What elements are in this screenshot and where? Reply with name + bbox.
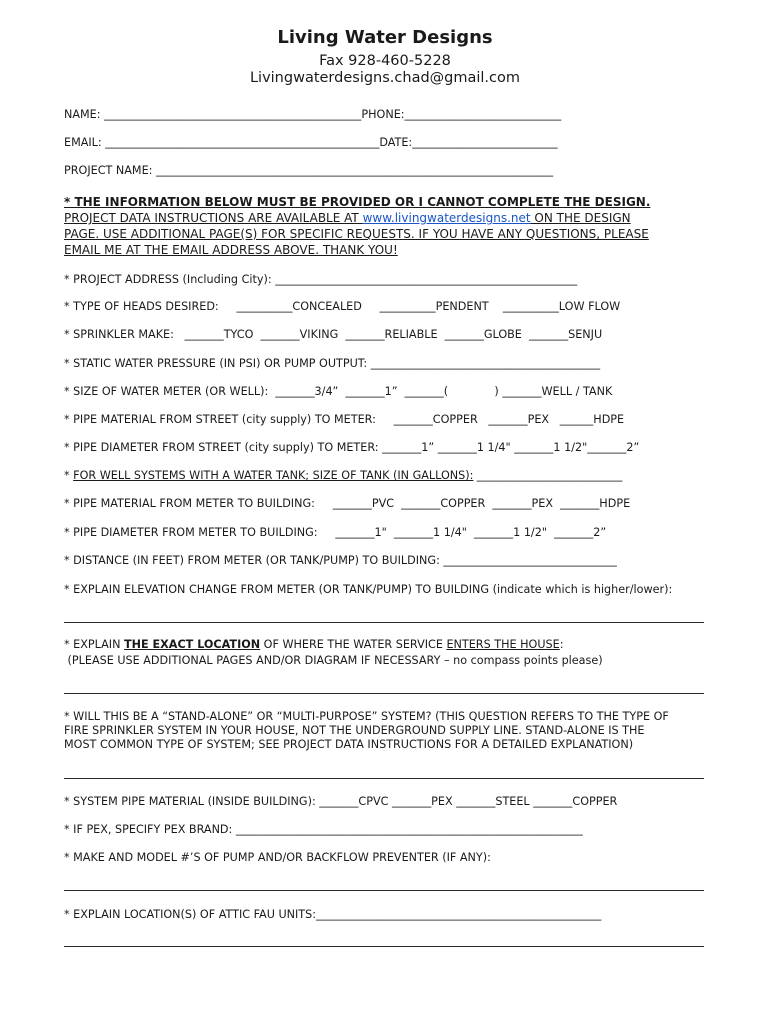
distance-field[interactable]: * DISTANCE (IN FEET) FROM METER (OR TANK/PUMP) TO BUILDING: _______________________________ [64, 554, 617, 567]
water-pressure-field[interactable]: * STATIC WATER PRESSURE (IN PSI) OR PUMP OUTPUT: _________________________________________ [64, 357, 601, 370]
exact-location-emphasis: THE EXACT LOCATION [124, 638, 261, 651]
notice-text: PROJECT DATA INSTRUCTIONS ARE AVAILABLE AT [64, 211, 363, 225]
attic-fau-field[interactable]: * EXPLAIN LOCATION(S) OF ATTIC FAU UNITS:___________________________________________________ [64, 908, 602, 921]
project-name-field[interactable]: PROJECT NAME: _______________________________________________________________________ [64, 164, 554, 177]
tank-size-blank: __________________________ [473, 469, 623, 482]
building-pipe-diameter-field[interactable]: * PIPE DIAMETER FROM METER TO BUILDING: _______1" _______1 1/4" _______1 1/2" _______2” [64, 526, 607, 539]
system-type-question: FIRE SPRINKLER SYSTEM IN YOUR HOUSE, NOT THE UNDERGROUND SUPPLY LINE. STAND-ALONE IS THE [64, 724, 645, 737]
system-type-question: MOST COMMON TYPE OF SYSTEM; SEE PROJECT DATA INSTRUCTIONS FOR A DETAILED EXPLANATION) [64, 738, 634, 751]
notice-text: ON THE DESIGN [530, 211, 631, 225]
service-location-question [64, 638, 563, 652]
enters-house-emphasis: ENTERS THE HOUSE [446, 638, 560, 651]
tank-size-field[interactable] [64, 469, 622, 483]
question-text: OF WHERE THE WATER SERVICE [260, 638, 447, 651]
email-date-field[interactable]: EMAIL: _________________________________________________DATE:__________________________ [64, 136, 558, 149]
system-type-question: * WILL THIS BE A “STAND-ALONE” OR “MULTI-PURPOSE” SYSTEM? (THIS QUESTION REFERS TO THE TYPE OF [64, 710, 669, 723]
bullet-text: * [64, 469, 74, 482]
answer-line[interactable] [64, 946, 704, 947]
notice-line: EMAIL ME AT THE EMAIL ADDRESS ABOVE. THANK YOU! [64, 243, 398, 257]
fax-number: Fax 928-460-5228 [319, 53, 451, 69]
notice-line [64, 211, 631, 225]
question-text: : [559, 638, 564, 651]
website-link[interactable]: www.livingwaterdesigns.net [362, 211, 531, 225]
street-pipe-material-field[interactable]: * PIPE MATERIAL FROM STREET (city supply) TO METER: _______COPPER _______PEX ______HDPE [64, 413, 625, 426]
company-title: Living Water Designs [277, 27, 493, 48]
service-location-note: (PLEASE USE ADDITIONAL PAGES AND/OR DIAGRAM IF NECESSARY – no compass points please) [64, 654, 603, 667]
question-text: * EXPLAIN [64, 638, 124, 651]
answer-line[interactable] [64, 890, 704, 891]
sprinkler-make-field[interactable]: * SPRINKLER MAKE: _______TYCO _______VIKING _______RELIABLE _______GLOBE _______SENJU [64, 328, 603, 341]
project-address-field[interactable]: * PROJECT ADDRESS (Including City): ______________________________________________________ [64, 273, 578, 286]
answer-line[interactable] [64, 622, 704, 623]
meter-size-field[interactable]: * SIZE OF WATER METER (OR WELL): _______3/4” _______1” _______( ) _______WELL / TANK [64, 385, 613, 398]
elevation-question: * EXPLAIN ELEVATION CHANGE FROM METER (OR TANK/PUMP) TO BUILDING (indicate which is higher/lower): [64, 583, 673, 596]
answer-line[interactable] [64, 778, 704, 779]
answer-line[interactable] [64, 693, 704, 694]
pump-backflow-question: * MAKE AND MODEL #’S OF PUMP AND/OR BACKFLOW PREVENTER (IF ANY): [64, 851, 491, 864]
contact-email: Livingwaterdesigns.chad@gmail.com [249, 70, 521, 86]
heads-type-field[interactable]: * TYPE OF HEADS DESIRED: __________CONCEALED __________PENDENT __________LOW FLOW [64, 300, 621, 313]
name-phone-field[interactable]: NAME: ______________________________________________PHONE:____________________________ [64, 108, 562, 121]
notice-line: PAGE. USE ADDITIONAL PAGE(S) FOR SPECIFIC REQUESTS. IF YOU HAVE ANY QUESTIONS, PLEASE [64, 227, 649, 241]
building-pipe-material-field[interactable]: * PIPE MATERIAL FROM METER TO BUILDING: _______PVC _______COPPER _______PEX _______HDPE [64, 497, 631, 510]
system-pipe-material-field[interactable]: * SYSTEM PIPE MATERIAL (INSIDE BUILDING): _______CPVC _______PEX _______STEEL _______COPPER [64, 795, 618, 808]
street-pipe-diameter-field[interactable]: * PIPE DIAMETER FROM STREET (city supply) TO METER: _______1” _______1 1/4" _______1 1/2"_______2” [64, 441, 640, 454]
pex-brand-field[interactable]: * IF PEX, SPECIFY PEX BRAND: ______________________________________________________________ [64, 823, 583, 836]
notice-headline: * THE INFORMATION BELOW MUST BE PROVIDED OR I CANNOT COMPLETE THE DESIGN. [64, 195, 651, 209]
tank-size-label: FOR WELL SYSTEMS WITH A WATER TANK; SIZE OF TANK (IN GALLONS): [73, 469, 474, 482]
